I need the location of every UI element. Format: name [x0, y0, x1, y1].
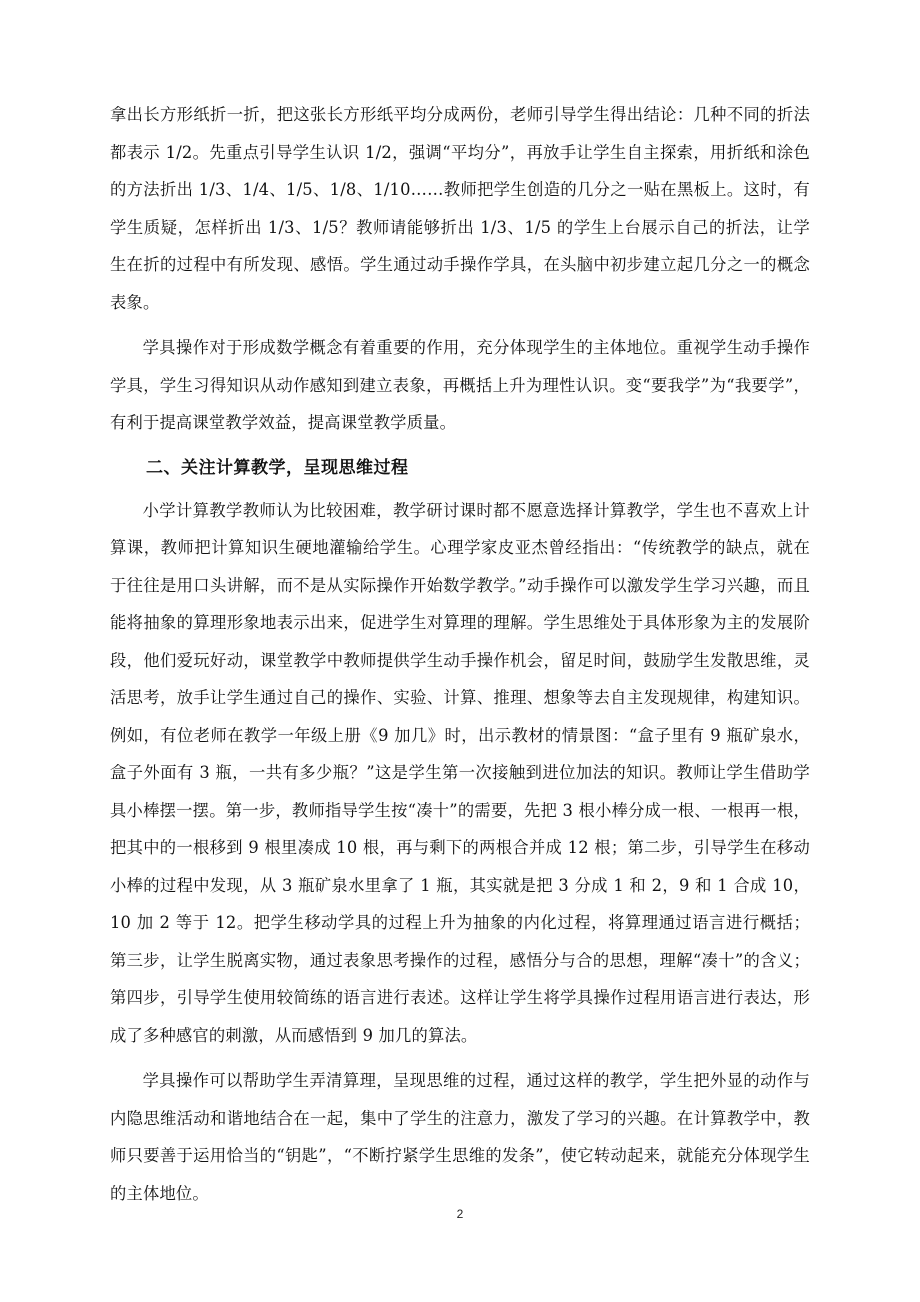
- page-number: 2: [456, 1207, 464, 1221]
- section-heading: 二、关注计算教学，呈现思维过程: [146, 457, 409, 478]
- paragraph-folding-fractions: 拿出长方形纸折一折，把这张长方形纸平均分成两份，老师引导学生得出结论：几种不同的折法都表示 1/2。先重点引导学生认识 1/2，强调“平均分”，再放手让学生自主探索，用折纸和涂色的方法折出 1/3、1/4、1/5、1/8、1/10……教师把学生创造的几分之一贴在黑板上。这时，有学生质疑，怎样折出 1/3、1/5？教师请能够折出 1/3、1/5 的学生上台展示自己的折法，让学生在折的过程中有所发现、感悟。学生通过动手操作学具，在头脑中初步建立起几分之一的概念表象。: [110, 105, 810, 312]
- paragraph-manipulatives-concepts: 学具操作对于形成数学概念有着重要的作用，充分体现学生的主体地位。重视学生动手操作学具，学生习得知识从动作感知到建立表象，再概括上升为理性认识。变“要我学”为“我要学”，有利于提高课堂教学效益，提高课堂教学质量。: [110, 338, 810, 432]
- paragraph-thinking-process: 学具操作可以帮助学生弄清算理，呈现思维的过程，通过这样的教学，学生把外显的动作与内隐思维活动和谐地结合在一起，集中了学生的注意力，激发了学习的兴趣。在计算教学中，教师只要善于运用恰当的“钥匙”，“不断拧紧学生思维的发条”，使它转动起来，就能充分体现学生的主体地位。: [110, 1071, 810, 1203]
- document-body: [110, 96, 810, 1220]
- paragraph-calculation-teaching: 小学计算教学教师认为比较困难，教学研讨课时都不愿意选择计算教学，学生也不喜欢上计算课，教师把计算知识生硬地灌输给学生。心理学家皮亚杰曾经指出：“传统教学的缺点，就在于往往是用口头讲解，而不是从实际操作开始数学教学。”动手操作可以激发学生学习兴趣，而且能将抽象的算理形象地表示出来，促进学生对算理的理解。学生思维处于具体形象为主的发展阶段，他们爱玩好动，课堂教学中教师提供学生动手操作机会，留足时间，鼓励学生发散思维，灵活思考，放手让学生通过自己的操作、实验、计算、推理、想象等去自主发现规律，构建知识。例如，有位老师在教学一年级上册《9 加几》时，出示教材的情景图：“盒子里有 9 瓶矿泉水，盒子外面有 3 瓶，一共有多少瓶？”这是学生第一次接触到进位加法的知识。教师让学生借助学具小棒摆一摆。第一步，教师指导学生按“凑十”的需要，先把 3 根小棒分成一根、一根再一根，把其中的一根移到 9 根里凑成 10 根，再与剩下的两根合并成 12 根；第二步，引导学生在移动小棒的过程中发现，从 3 瓶矿泉水里拿了 1 瓶，其实就是把 3 分成 1 和 2，9 和 1 合成 10，10 加 2 等于 12。把学生移动学具的过程上升为抽象的内化过程，将算理通过语言进行概括；第三步，让学生脱离实物，通过表象思考操作的过程，感悟分与合的思想，理解“凑十”的含义；第四步，引导学生使用较简练的语言进行表述。这样让学生将学具操作过程用语言进行表达，形成了多种感官的刺激，从而感悟到 9 加几的算法。: [110, 500, 810, 1045]
